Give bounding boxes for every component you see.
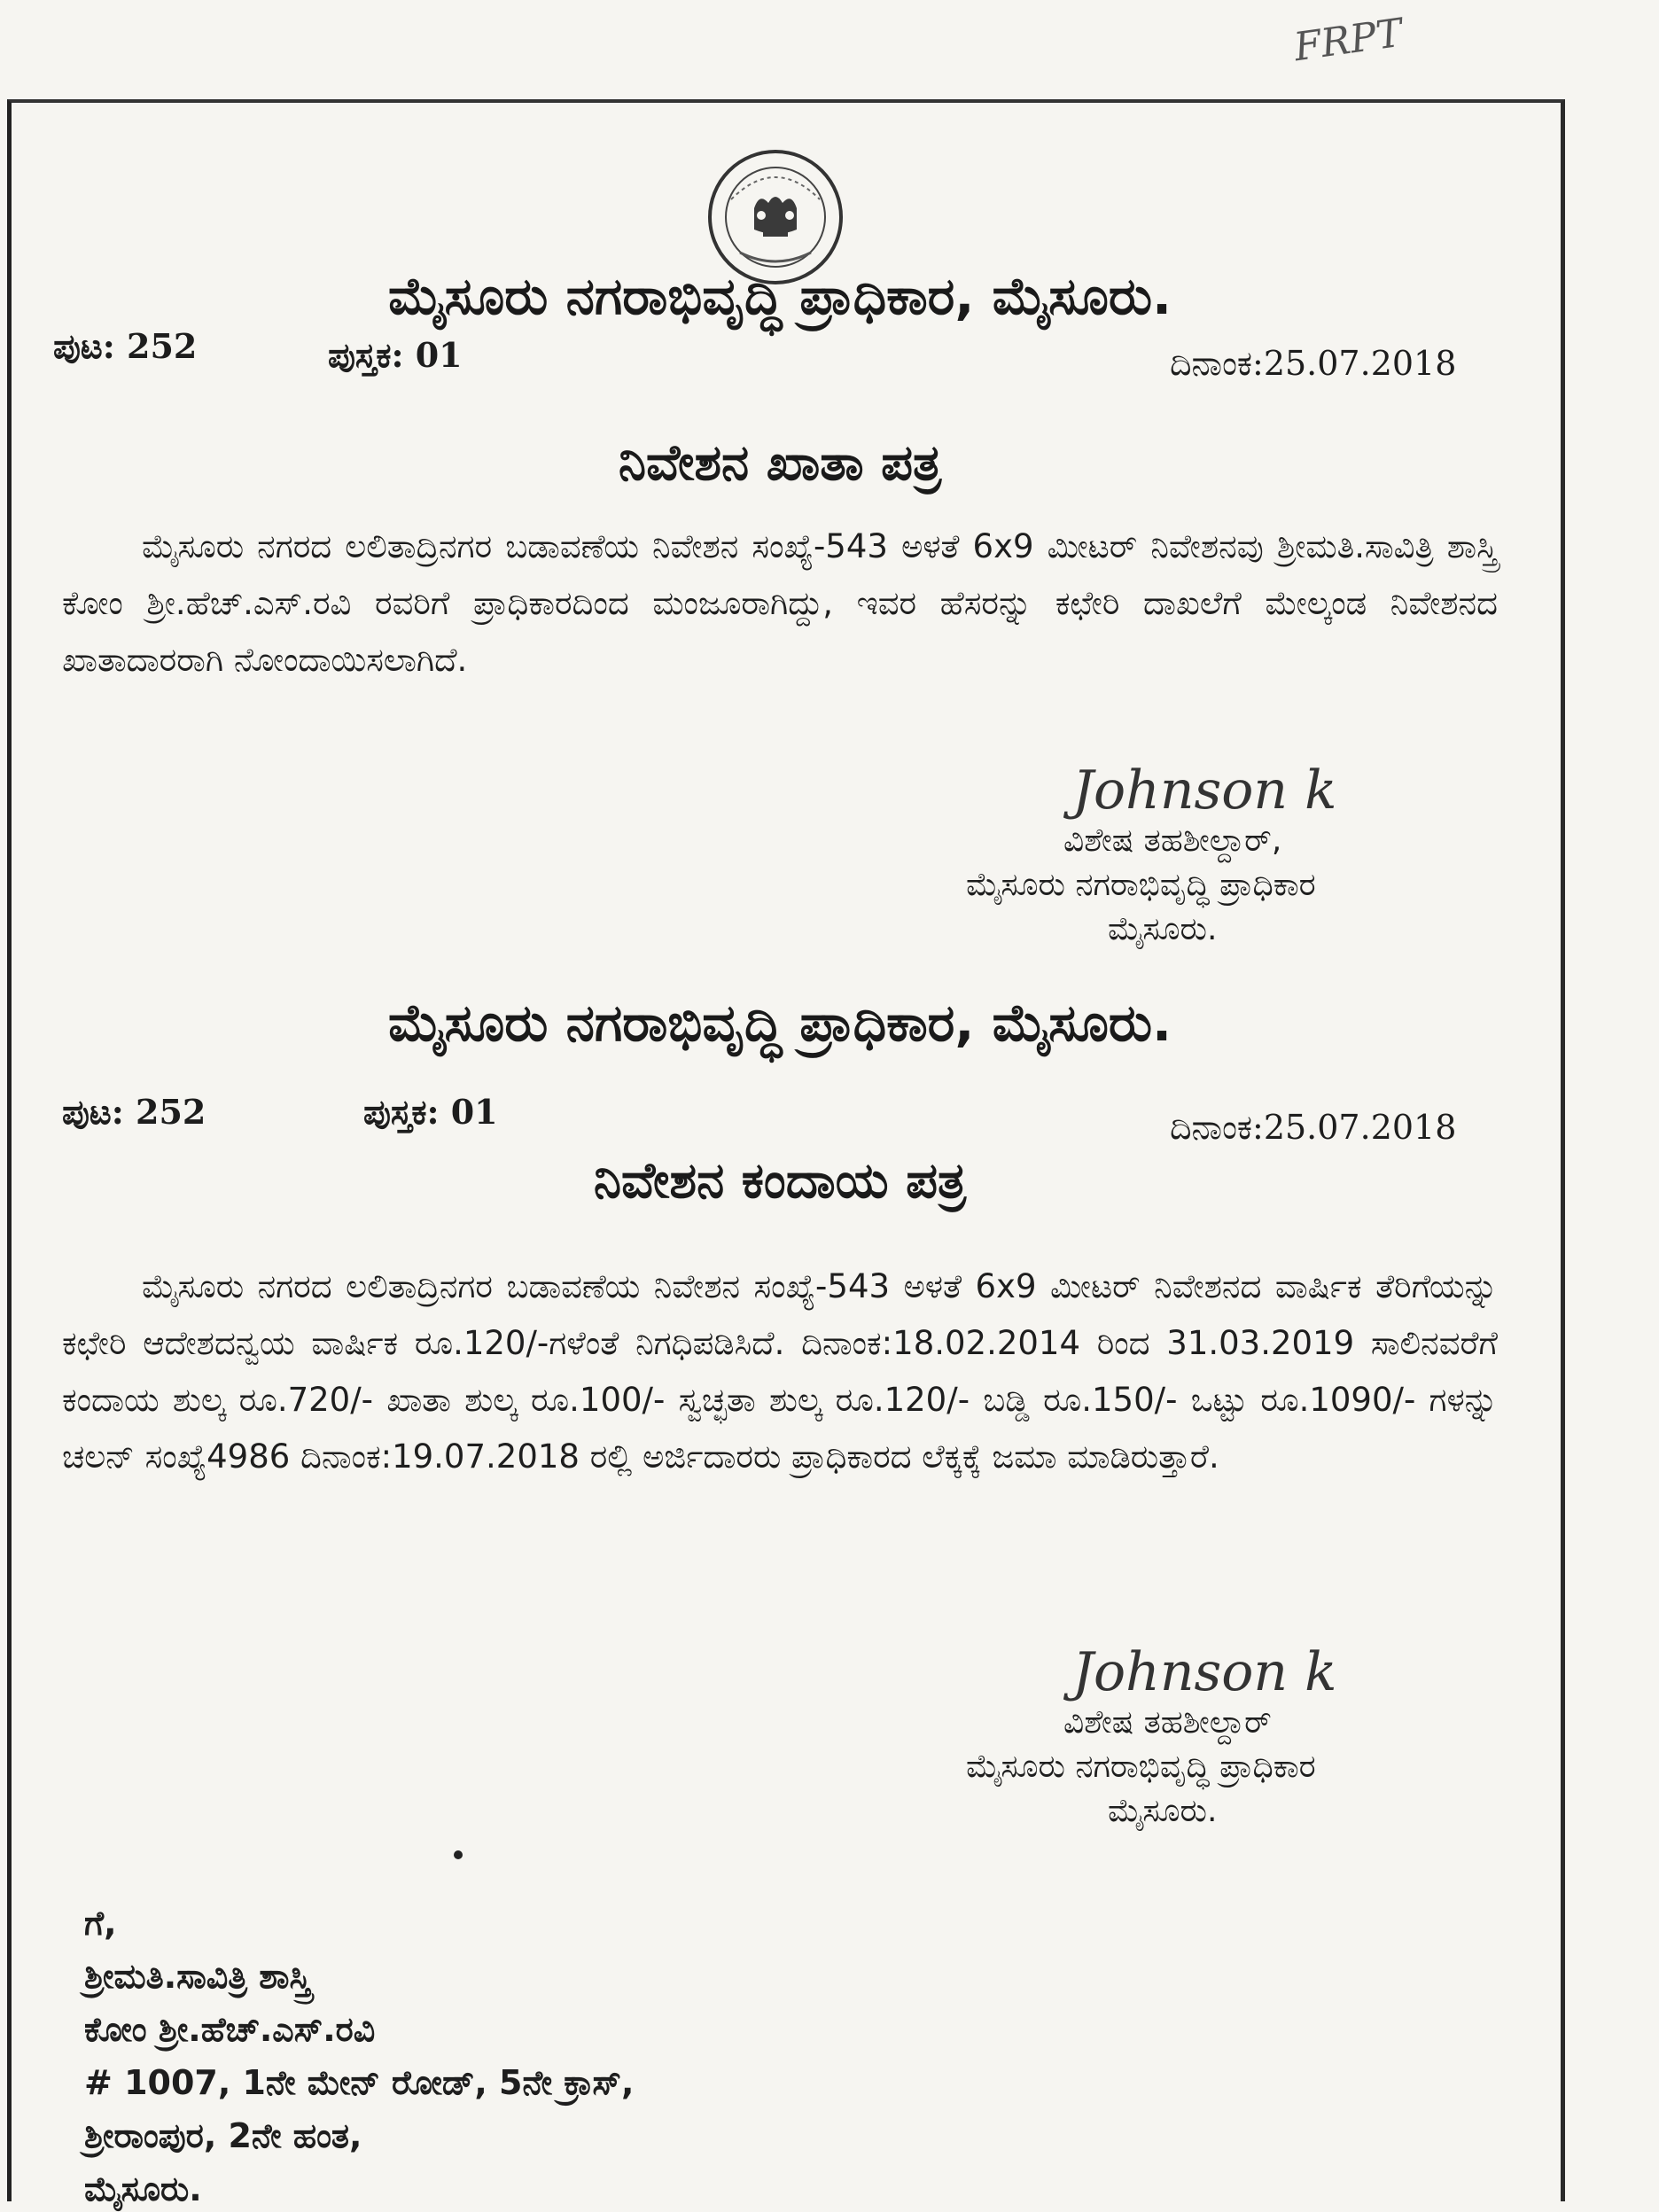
document-date: ದಿನಾಂಕ:25.07.2018 xyxy=(1170,344,1457,383)
signature-block xyxy=(966,759,1515,952)
section-body: ಮೈಸೂರು ನಗರದ ಲಲಿತಾದ್ರಿನಗರ ಬಡಾವಣೆಯ ನಿವೇಶನ ಸಂಖ್ಯೆ-543 ಅಳತೆ 6x9 ಮೀಟರ್ ನಿವೇಶನದ ವಾರ್ಷಿಕ ತೆರಿಗೆಯನ್ನು ಕಛೇರಿ ಆದೇಶದನ್ವಯ ವಾರ್ಷಿಕ ರೂ.120/-ಗಳೆಂತೆ ನಿಗಧಿಪಡಿಸಿದೆ. ದಿನಾಂಕ:18.02.2014 ರಿಂದ 31.03.2019 ಸಾಲಿನವರೆಗೆ ಕಂದಾಯ ಶುಲ್ಕ ರೂ.720/- ಖಾತಾ ಶುಲ್ಕ ರೂ.100/- ಸ್ವಚ್ಛತಾ ಶುಲ್ಕ ರೂ.120/- ಬಡ್ಡಿ ರೂ.150/- ಒಟ್ಟು ರೂ.1090/- ಗಳನ್ನು ಚಲನ್ ಸಂಖ್ಯೆ4986 ದಿನಾಂಕ:19.07.2018 ರಲ್ಲಿ ಅರ್ಜಿದಾರರು ಪ್ರಾಧಿಕಾರದ ಲೆಕ್ಕಕ್ಕೆ ಜಮಾ ಮಾಡಿರುತ್ತಾರೆ. xyxy=(62,1267,1498,1476)
document-date: ದಿನಾಂಕ:25.07.2018 xyxy=(1170,1108,1457,1147)
signature: Johnson k xyxy=(1072,759,1337,822)
address-line: # 1007, 1ನೇ ಮೇನ್ ರೋಡ್, 5ನೇ ಕ್ರಾಸ್, xyxy=(84,2063,635,2102)
ink-dot xyxy=(454,1850,463,1859)
signatory-place: ಮೈಸೂರು. xyxy=(1108,1793,1218,1829)
address-line: ಶ್ರೀಮತಿ.ಸಾವಿತ್ರಿ ಶಾಸ್ತ್ರಿ xyxy=(84,1957,312,1996)
document-border xyxy=(7,99,1565,2201)
signatory-office: ಮೈಸೂರು ನಗರಾಭಿವೃದ್ಧಿ ಪ್ರಾಧಿಕಾರ xyxy=(966,1749,1316,1785)
handwritten-corner-mark: FRPT xyxy=(1291,10,1406,71)
signatory-designation: ವಿಶೇಷ ತಹಶೀಲ್ದಾರ್, xyxy=(1063,822,1282,859)
address-line: ಶ್ರೀರಾಂಪುರ, 2ನೇ ಹಂತ, xyxy=(84,2116,362,2155)
page-number: ಪುಟ: 252 xyxy=(62,1092,206,1132)
address-to: ಗೆ, xyxy=(84,1904,117,1943)
book-number: ಪುಸ್ತಕ: 01 xyxy=(363,1092,498,1132)
address-line: ಕೋಂ ಶ್ರೀ.ಹೆಚ್.ಎಸ್.ರವಿ xyxy=(84,2010,376,2049)
signatory-place: ಮೈಸೂರು. xyxy=(1108,911,1218,947)
book-number: ಪುಸ್ತಕ: 01 xyxy=(328,335,463,375)
section-heading: ನಿವೇಶನ ಕಂದಾಯ ಪತ್ರ xyxy=(593,1152,967,1210)
address-line: ಮೈಸೂರು. xyxy=(84,2169,202,2208)
signature-block xyxy=(966,1641,1515,1834)
section-body: ಮೈಸೂರು ನಗರದ ಲಲಿತಾದ್ರಿನಗರ ಬಡಾವಣೆಯ ನಿವೇಶನ ಸಂಖ್ಯೆ-543 ಅಳತೆ 6x9 ಮೀಟರ್ ನಿವೇಶನವು ಶ್ರೀಮತಿ.ಸಾವಿತ್ರಿ ಶಾಸ್ತ್ರಿ ಕೋಂ ಶ್ರೀ.ಹೆಚ್.ಎಸ್.ರವಿ ರವರಿಗೆ ಪ್ರಾಧಿಕಾರದಿಂದ ಮಂಜೂರಾಗಿದ್ದು, ಇವರ ಹೆಸರನ್ನು ಕಛೇರಿ ದಾಖಲೆಗೆ ಮೇಲ್ಕಂಡ ನಿವೇಶನದ ಖಾತಾದಾರರಾಗಿ ನೋಂದಾಯಿಸಲಾಗಿದೆ. xyxy=(62,527,1498,679)
org-title: ಮೈಸೂರು ನಗರಾಭಿವೃದ್ಧಿ ಪ್ರಾಧಿಕಾರ, ಮೈಸೂರು. xyxy=(387,993,1172,1053)
signature: Johnson k xyxy=(1072,1641,1337,1703)
org-title: ಮೈಸೂರು ನಗರಾಭಿವೃದ್ಧಿ ಪ್ರಾಧಿಕಾರ, ಮೈಸೂರು. xyxy=(387,266,1172,326)
page-number: ಪುಟ: 252 xyxy=(53,326,198,366)
signatory-designation: ವಿಶೇಷ ತಹಶೀಲ್ದಾರ್ xyxy=(1063,1704,1272,1741)
section-heading: ನಿವೇಶನ ಖಾತಾ ಪತ್ರ xyxy=(618,434,942,492)
signatory-office: ಮೈಸೂರು ನಗರಾಭಿವೃದ್ಧಿ ಪ್ರಾಧಿಕಾರ xyxy=(966,867,1316,903)
recipient-address xyxy=(84,1897,634,2212)
